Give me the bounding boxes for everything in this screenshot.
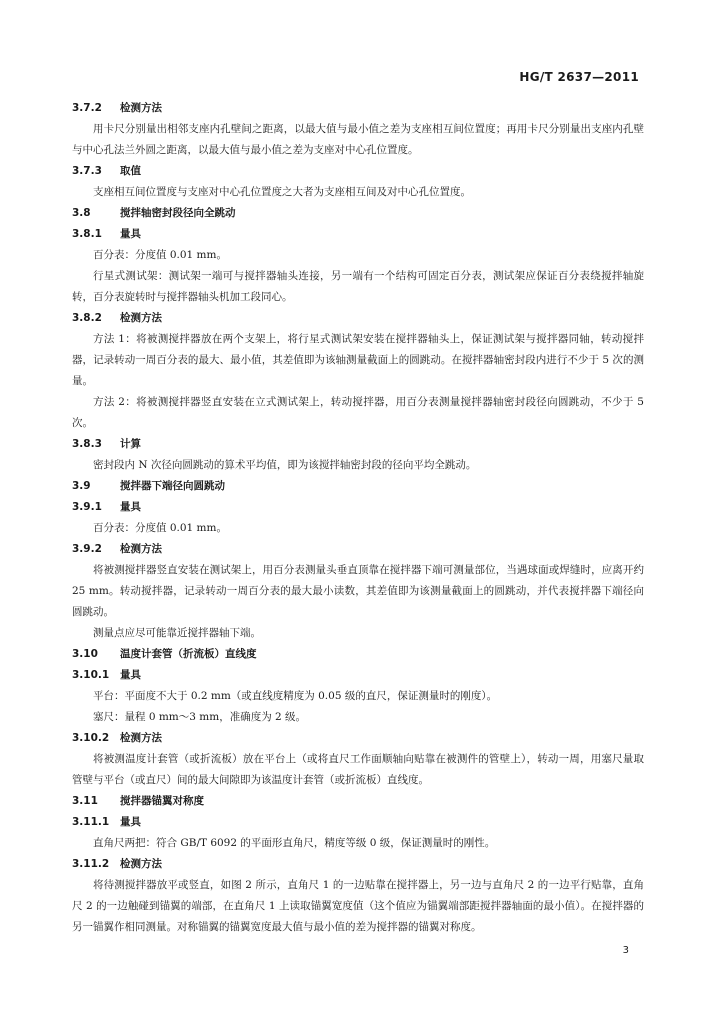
section-number: 3.8.3 [72,438,102,450]
section-number: 3.11 [72,795,98,807]
paragraph: 将被测搅拌器竖直安装在测试架上，用百分表测量头垂直顶靠在搅拌器下端可测量部位，当遇球面或焊缝时，应离开约 25 mm。转动搅拌器，记录转动一周百分表的最大最小读数，其差值即为该测量截面上的圆跳动，并代表搅拌器下端径向圆跳动。 [72,564,644,618]
paragraph: 密封段内 N 次径向圆跳动的算术平均值，即为该搅拌轴密封段的径向平均全跳动。 [93,459,477,471]
section-number: 3.10.2 [72,732,110,744]
section-number: 3.9 [72,480,91,492]
section-number: 3.9.2 [72,543,102,555]
section-title: 检测方法 [120,102,162,114]
section-title: 检测方法 [120,312,162,324]
section-heading [72,854,644,875]
section-number: 3.11.1 [72,816,110,828]
section-title: 量具 [120,228,141,240]
section-title: 检测方法 [120,858,162,870]
paragraph: 百分表：分度值 0.01 mm。 [93,522,227,534]
paragraph: 方法 1：将被测搅拌器放在两个支架上，将行星式测试架安装在搅拌器轴头上，保证测试架与搅拌器同轴，转动搅拌器，记录转动一周百分表的最大、最小值，其差值即为该轴测量截面上的圆跳动。在搅拌器轴密封段内进行不少于 5 次的测量。 [72,333,644,387]
page-number: 3 [622,945,629,956]
section-heading [72,224,644,245]
section-heading [72,812,644,833]
section-heading [72,497,644,518]
paragraph: 行星式测试架：测试架一端可与搅拌器轴头连接，另一端有一个结构可固定百分表，测试架应保证百分表绕搅拌轴旋转，百分表旋转时与搅拌器轴头机加工段同心。 [72,270,644,303]
section-heading [72,161,644,182]
section-title: 量具 [120,501,141,513]
section-title: 取值 [120,165,141,177]
standard-number: HG/T 2637—2011 [519,70,639,84]
paragraph: 方法 2：将被测搅拌器竖直安装在立式测试架上，转动搅拌器，用百分表测量搅拌器轴密封段径向圆跳动，不少于 5 次。 [72,396,644,429]
section-title: 量具 [120,816,141,828]
section-title: 检测方法 [120,543,162,555]
paragraph: 平台：平面度不大于 0.2 mm（或直线度精度为 0.05 级的直尺，保证测量时的刚度）。 [93,690,498,702]
paragraph: 测量点应尽可能靠近搅拌器轴下端。 [93,627,261,639]
section-heading [72,476,644,497]
section-heading [72,434,644,455]
section-number: 3.8.2 [72,312,102,324]
document-body [72,98,644,938]
section-title: 搅拌器锚翼对称度 [120,795,204,807]
section-heading [72,644,644,665]
section-number: 3.7.3 [72,165,102,177]
section-heading [72,203,644,224]
section-heading [72,791,644,812]
section-heading [72,98,644,119]
section-heading [72,539,644,560]
section-number: 3.8.1 [72,228,102,240]
paragraph: 直角尺两把：符合 GB/T 6092 的平面形直角尺，精度等级 0 级，保证测量时的刚性。 [93,837,496,849]
section-title: 检测方法 [120,732,162,744]
section-number: 3.10.1 [72,669,110,681]
section-title: 搅拌轴密封段径向全跳动 [120,207,236,219]
paragraph: 百分表：分度值 0.01 mm。 [93,249,227,261]
paragraph: 塞尺：量程 0 mm～3 mm，准确度为 2 级。 [93,711,307,723]
paragraph: 将待测搅拌器放平或竖直，如图 2 所示，直角尺 1 的一边贴靠在搅拌器上，另一边与直角尺 2 的一边平行贴靠，直角尺 2 的一边触碰到锚翼的端部，在直角尺 1 上读取锚翼宽度值（这个值应为锚翼端部距搅拌器轴面的最小值）。在搅拌器的另一锚翼作相同测量。对称锚翼的锚翼宽度最大值与最小值的差为搅拌器的锚翼对称度。 [72,879,644,933]
section-number: 3.8 [72,207,91,219]
paragraph: 用卡尺分别量出相邻支座内孔壁间之距离，以最大值与最小值之差为支座相互间位置度；再用卡尺分别量出支座内孔壁与中心孔法兰外圆之距离，以最大值与最小值之差为支座对中心孔位置度。 [72,123,644,156]
section-heading [72,665,644,686]
section-title: 搅拌器下端径向圆跳动 [120,480,225,492]
paragraph: 支座相互间位置度与支座对中心孔位置度之大者为支座相互间及对中心孔位置度。 [93,186,471,198]
section-heading [72,308,644,329]
section-number: 3.11.2 [72,858,110,870]
section-number: 3.10 [72,648,98,660]
section-title: 计算 [120,438,141,450]
section-title: 温度计套管（折流板）直线度 [120,648,257,660]
section-heading [72,728,644,749]
section-title: 量具 [120,669,141,681]
paragraph: 将被测温度计套管（或折流板）放在平台上（或将直尺工作面顺轴向贴靠在被测件的管壁上），转动一周，用塞尺量取管壁与平台（或直尺）间的最大间隙即为该温度计套管（或折流板）直线度。 [72,753,644,786]
section-number: 3.9.1 [72,501,102,513]
section-number: 3.7.2 [72,102,102,114]
